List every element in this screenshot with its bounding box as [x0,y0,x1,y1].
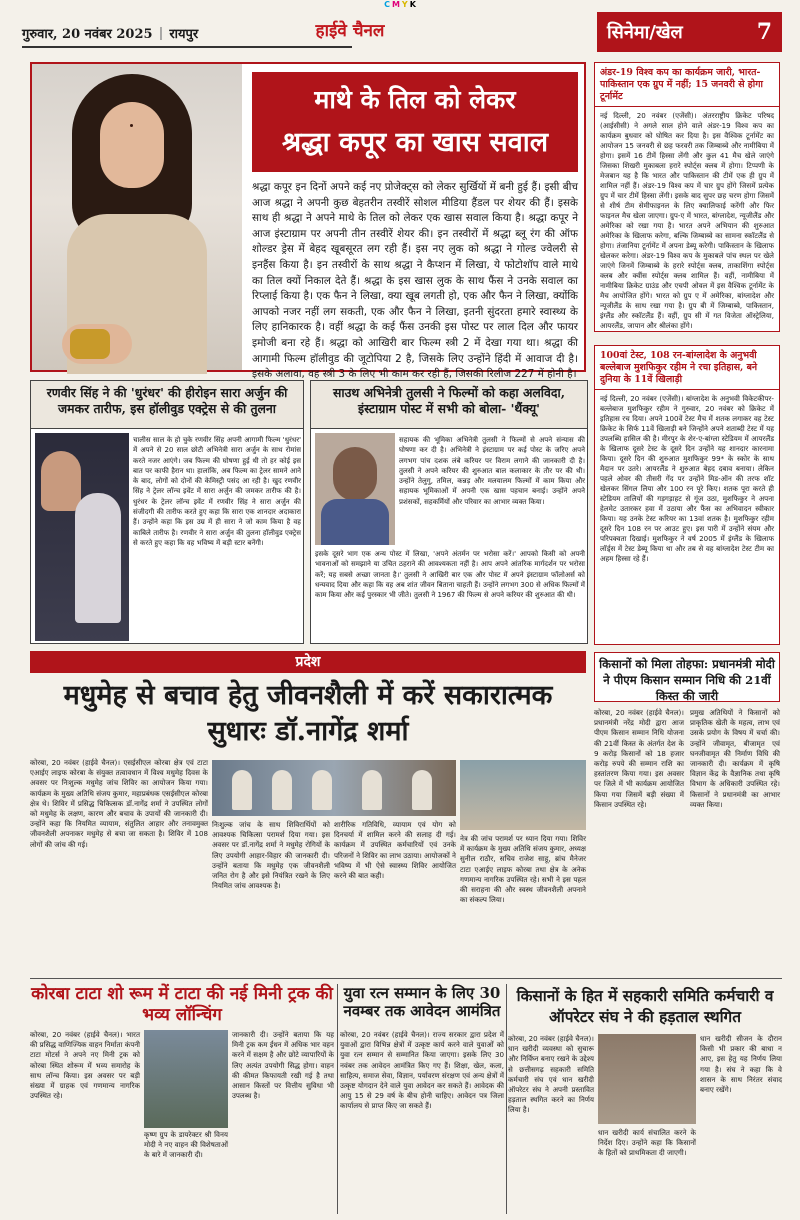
mushfiqur-headline: 100वां टेस्ट, 108 रन-बांग्लादेश के अनुभवी बल्लेबाज मुशफिकुर रहीम ने रचा इतिहास, बने दुनिया के 11वें खिलाड़ी [595,346,779,390]
cmyk-c: C [384,0,390,9]
day-date: गुरुवार, 20 नवंबर 2025 [22,27,153,42]
tulsi-body-1: सहायक की भूमिका अभिनेत्री तुलसी ने फिल्मों से अपने संन्यास की घोषणा कर दी है। अभिनेत्री ने इंस्टाग्राम पर कई पोस्ट के जरिए अपने लगभग पांच दशक लंबे करियर पर विराम लगाने की जानकारी दी है। तुलसी ने अपने करियर की शुरुआत बाल कलाकार के तौर पर की थी। उन्होंने तेलुगु, तमिल, कन्नड़ और मलयालम फिल्मों में काम किया और सहायक भूमिकाओं में अपनी एक खास पहचान बनाई। उन्होंने अपने प्रशंसकों, सहकर्मियों और परिवार का आभार व्यक्त किया। [399,436,585,506]
photo-person [412,770,432,810]
divider [30,978,782,979]
diabetes-col-2: निःशुल्क जांच के साथ शिविरार्थियों को आवश्यक चिकित्सा परामर्श दिया गया। इस अवसर पर डॉ.नागेंद्र शर्मा ने मधुमेह रोगियों के लिए उपयोगी आहार-विहार की जानकारी दी। उन्होंने बताया कि मधुमेह एक जीवनशैली जनित रोग है और इसे नियंत्रित रखने के लिए नियमित जांच आवश्यक है। [212,820,330,891]
tata-col-3: जानकारी दी। उन्होंने बताया कि यह मिनी ट्रक कम ईंधन में अधिक भार वहन करने में सक्षम है और छोटे व्यापारियों के लिए अत्यंत उपयोगी सिद्ध होगा। वाहन की कीमत किफायती रखी गई है तथा आसान किस्तों पर वित्तीय सुविधा भी उपलब्ध है। [232,1030,334,1101]
photo-person [232,770,252,810]
diabetes-headline: मधुमेह से बचाव हेतु जीवनशैली में करें सकारात्मक सुधारः डॉ.नागेंद्र शर्मा [63,680,553,747]
tulsi-headline: साउथ अभिनेत्री तुलसी ने फिल्मों को कहा अलविदा, इंस्टाग्राम पोस्ट में सभी को बोला- 'थैंक्यू' [311,381,587,429]
strike-col-2: धान खरीदी कार्य संचालित करने के निर्देश दिए। उन्होंने कहा कि किसानों के हितों को प्राथमिकता दी जाएगी। [598,1128,696,1158]
youth-headline: युवा रत्न सम्मान के लिए 30 नवम्बर तक आवेदन आमंत्रित [343,984,501,1020]
diabetes-col-1: कोरबा, 20 नवंबर (हाईवे चैनल)। एसईसीएल कोरबा क्षेत्र एवं टाटा एआईए लाइफ कोरबा के संयुक्त तत्वावधान में विश्व मधुमेह दिवस के अवसर पर निःशुल्क मधुमेह जांच शिविर का आयोजन किया गया। कार्यक्रम के मुख्य अतिथि संजय कुमार, महाप्रबंधक एसईसीएल कोरबा क्षेत्र थे। शिविर में प्रसिद्ध चिकित्सक डॉ.नागेंद्र शर्मा ने उपस्थित लोगों को मधुमेह के लक्षण, कारण और बचाव के उपायों की जानकारी दी। उन्होंने कहा कि नियमित व्यायाम, संतुलित आहार और तनावमुक्त जीवनशैली अपनाकर मधुमेह से बचा जा सकता है। शिविर में 108 लोगों की जांच की गई। [30,758,208,849]
lead-headline-line1: माथे के तिल को लेकर [314,85,516,114]
divider: | [158,25,164,41]
photo-person-2 [75,493,121,623]
u19-headline: अंडर-19 विश्व कप का कार्यक्रम जारी, भारत-पाकिस्तान एक ग्रुप में नहीं; 15 जनवरी से होगा टूर्नामेंट [595,63,779,107]
photo-person [272,770,292,810]
section-banner [597,12,782,52]
section-name: सिनेमा/खेल [607,22,683,43]
kisan-col-2: प्रमुख अतिथियों ने किसानों को प्राकृतिक खेती के महत्व, लाभ एवं उसके प्रयोग के विषय में चर्चा की। उन्होंने जीवामृत, बीजामृत एवं घनजीवामृत की निर्माण विधि की जानकारी दी। कार्यक्रम में कृषि विज्ञान केंद्र के वैज्ञानिक तथा कृषि विभाग के अधिकारी उपस्थित रहे। किसानों ने प्रधानमंत्री का आभार व्यक्त किया। [690,708,780,809]
tulsi-story [310,380,588,644]
page-header [22,12,782,54]
u19-story [594,62,780,332]
kisan-headline: किसानों को मिला तोहफा: प्रधानमंत्री मोदी ने पीएम किसान सम्मान निधि की 21वीं किस्त की जारी [594,652,780,702]
mushfiqur-story [594,345,780,645]
photo-face [100,102,164,188]
lead-photo [32,64,242,370]
kisan-col-1: कोरबा, 20 नवंबर (हाईवे चैनल)। प्रधानमंत्री नरेंद्र मोदी द्वारा आज पीएम किसान सम्मान निधि योजना की 21वीं किस्त के अंतर्गत देश के 9 करोड़ किसानों को 18 हजार करोड़ रुपये की सम्मान राशि का हस्तांतरण किया गया। इस अवसर पर जिले में भी कार्यक्रम आयोजित किया गया जिसमें बड़ी संख्या में किसान उपस्थित रहे। [594,708,684,809]
tulsi-photo [315,433,395,545]
diabetes-col-3: शारीरिक गतिविधि, व्यायाम एवं योग को दिनचर्या में शामिल करने की सलाह दी गई। कार्यक्रम में उपस्थित कर्मचारियों एवं उनके परिजनों ने शिविर का लाभ उठाया। आयोजकों ने भविष्य में भी ऐसे स्वास्थ्य शिविर आयोजित करने की बात कही। [334,820,456,881]
divider [337,984,338,1214]
diabetes-photo-1 [212,760,456,816]
strike-col-3: धान खरीदी सीजन के दौरान किसी भी प्रकार की बाधा न आए, इस हेतु यह निर्णय लिया गया है। संघ ने कहा कि वे शासन के साथ निरंतर संवाद बनाए रखेंगे। [700,1034,782,1095]
tata-col-2: कृष्ण ग्रुप के डायरेक्टर श्री विनय मोदी ने नए वाहन की विशेषताओं के बारे में जानकारी दी। [144,1130,228,1160]
lead-body: श्रद्धा कपूर इन दिनों अपने कई नए प्रोजेक्ट्स को लेकर सुर्खियों में बनी हुई हैं। इसी बीच आज श्रद्धा ने अपनी कुछ बेहतरीन तस्वीरें सोशल मीडिया हैंडल पर शेयर की हैं। इसके साथ ही श्रद्धा ने अपने माथे के तिल को लेकर एक खास सवाल किया है। श्रद्धा कपूर ने आज इंस्टाग्राम पर अपनी तीन तस्वीरें शेयर की। इन तस्वीरों में श्रद्धा ब्लू रंग की ऑफ शोल्डर ड्रेस में बेहद खूबसूरत लग रही हैं। इस नए लुक को श्रद्धा ने गोल्ड ज्वेलरी से इनहैंस किया है। इन तस्वीरों के साथ श्रद्धा ने कैप्शन में लिखा, ये फोटोशॉप वाले माथे का तिल क्यों निकाल देते हैं। श्रद्धा के इस खास लुक के साथ फैंस ने उनके सवाल का रिप्लाई किया है। एक फैन ने लिखा, क्या खूब लगती हो, एक और फैन ने लिखा, क्योंकि आपको नजर नहीं लग सकती, एक और फैन ने लिखा, इतनी सुंदरता हमारे स्वास्थ्य के लिए हानिकारक है। वहीं श्रद्धा के कई फैंस उनकी इस पोस्ट पर लाल दिल और फायर इमोजी बना रहे हैं। श्रद्धा को आखिरी बार फिल्म स्त्री 2 में देखा गया था। श्रद्धा की आगामी फिल्म हॉलीवुड की जूटोपिया 2 है, जिसके लिए उन्होंने हिंदी में आवाज दी है। इसके अलावा, वह स्त्री 3 के लिए भी काम कर रही हैं, जिसकी रिलीज 227 में होनी है। [252,181,578,381]
tulsi-body-2: इसके दूसरे भाग एक अन्य पोस्ट में लिखा, 'अपने अंतर्मन पर भरोसा करें।' आपको किसी को अपनी भावनाओं को समझाने या उचित ठहराने की आवश्यकता नहीं है। आप अपने आंतरिक मार्गदर्शन पर भरोसा करें; यह सबसे अच्छा जानता है।' तुलसी ने आखिरी बार एक और पोस्ट में अपने इंस्टाग्राम फॉलोअर्स को धन्यवाद दिया और कहा कि वह अब शांत जीवन बिताना चाहती हैं। उन्होंने लगभग 300 से अधिक फिल्मों में काम किया और कई पुरस्कार भी जीते। तुलसी ने 1967 की फिल्म से अपने करियर की शुरुआत की थी। [315,550,585,600]
cmyk-strip [370,0,430,9]
lead-story [30,62,586,381]
tata-photo [144,1030,228,1128]
photo-person [362,770,382,810]
photo-mole [130,124,133,127]
mushfiqur-body: नई दिल्ली, 20 नवंबर (एजेंसी)। बांग्लादेश के अनुभवी विकेटकीपर-बल्लेबाज मुशफिकुर रहीम ने गुरुवार, 20 नवंबर को क्रिकेट में इतिहास रच दिया। अपने 100वें टेस्ट मैच में शतक लगाकर वह टेस्ट क्रिकेट के सिर्फ 11वें खिलाड़ी बने जिन्होंने अपने शताब्दी टेस्ट में यह उपलब्धि हासिल की है। मीरपुर के शेर-ए-बांग्ला स्टेडियम में आयरलैंड के खिलाफ दूसरे टेस्ट के दूसरे दिन उन्होंने यह शानदार कारनामा किया। दूसरे दिन की शुरुआत मुशफिकुर 99* के स्कोर के साथ मैदान पर उतरे। आयरलैंड ने शुरुआत बेहद दबाव बनाया। लेकिन पहले ओवर की तीसरी गेंद पर उन्होंने मिड-ऑन की तरफ शॉट खेलकर सिंगल लिया और 100 रन पूरे किए। शतक पूरा करते ही स्टेडियम तालियों की गड़गड़ाहट से गूंज उठा, मुशफिकुर ने अपना हेलमेट उतारकर हवा में उठाया और फैंस का अभिवादन स्वीकार किया। यह उनके टेस्ट करियर का 13वां शतक है। मुशफिकुर रहीम दूसरे दिन 108 रन पर आउट हुए। इस पारी में उन्होंने संयम और परिपक्वता दिखाई। मुशफिकुर ने वर्ष 2005 में इंग्लैंड के खिलाफ लॉर्ड्स में टेस्ट डेब्यू किया था और तब से वह बांग्लादेश टेस्ट टीम का अहम हिस्सा रहे हैं। [600,394,774,563]
photo-person-1 [41,451,81,511]
tata-col-1: कोरबा, 20 नवंबर (हाईवे चैनल)। भारत की प्रसिद्ध वाणिज्यिक वाहन निर्माता कंपनी टाटा मोटर्स ने अपने नए मिनी ट्रक को कोरबा स्थित शोरूम में भव्य समारोह के साथ लॉन्च किया। इस अवसर पर बड़ी संख्या में ग्राहक एवं गणमान्य नागरिक उपस्थित रहे। [30,1030,140,1101]
tata-headline: कोरबा टाटा शो रूम में टाटा की नई मिनी ट्रक की भव्य लॉन्चिंग [31,984,333,1025]
strike-col-1: कोरबा, 20 नवंबर (हाईवे चैनल)। धान खरीदी व्यवस्था को सुचारू और निर्विघ्न बनाए रखने के उद्देश्य से छत्तीसगढ़ सहकारी समिति कर्मचारी संघ एवं धान खरीदी ऑपरेटर संघ ने अपनी प्रस्तावित हड़ताल स्थगित करने का निर्णय लिया है। [508,1034,594,1115]
photo-face [333,447,377,501]
ranveer-photo [35,433,129,641]
ranveer-story [30,380,304,644]
lead-headline-line2: श्रद्धा कपूर का खास सवाल [281,127,549,158]
cmyk-y: Y [401,0,408,9]
divider [506,984,507,1214]
ranveer-body: चालीस साल के हो चुके रणवीर सिंह अपनी आगामी फिल्म 'धुरंधर' में अपने से 20 साल छोटी अभिनेत्री सारा अर्जुन के साथ रोमांस करते नजर आएंगे। जब फिल्म की घोषणा हुई थी तो हर कोई इस बात पर काफी हैरान था। हालांकि, अब फिल्म का ट्रेलर सामने आने के बाद, लोगों को दोनों की केमिस्ट्री पसंद आ रही है। खुद रणवीर सिंह ने ट्रेलर लॉन्च इवेंट में सारा अर्जुन की जमकर तारीफ की है। धुरंधर के ट्रेलर लॉन्च इवेंट में रणवीर सिंह ने सारा अर्जुन की संजीदगी की तारीफ करते हुए कहा कि सारा एक शानदार अदाकारा हैं। उन्होंने कहा कि इस उम्र में ही सारा ने जो काम किया है वह काबिले तारीफ है। रणवीर ने सारा अर्जुन की तुलना हॉलीवुड एक्ट्रेस से करते हुए कहा कि वह भविष्य में बड़ी स्टार बनेंगी। [133,436,301,547]
section-bar: प्रदेश [30,651,586,673]
diabetes-photo-2 [460,760,586,830]
youth-body: कोरबा, 20 नवंबर (हाईवे चैनल)। राज्य सरकार द्वारा प्रदेश में युवाओं द्वारा विभिन्न क्षेत्रों में उत्कृष्ट कार्य करने वाले युवाओं को युवा रत्न सम्मान से सम्मानित किया जाएगा। इसके लिए 30 नवंबर तक आवेदन आमंत्रित किए गए हैं। शिक्षा, खेल, कला, साहित्य, समाज सेवा, विज्ञान, पर्यावरण संरक्षण एवं अन्य क्षेत्रों में उत्कृष्ट योगदान देने वाले युवा आवेदन कर सकते हैं। आवेदक की आयु 15 से 29 वर्ष के बीच होनी चाहिए। आवेदन पत्र जिला कार्यालय से प्राप्त किए जा सकते हैं। [340,1030,504,1111]
page-number: 7 [756,19,772,45]
strike-photo [598,1034,696,1124]
u19-body: नई दिल्ली, 20 नवंबर (एजेंसी)। अंतरराष्ट्रीय क्रिकेट परिषद (आईसीसी) ने अगले साल होने वाले अंडर-19 विश्व कप का कार्यक्रम बुधवार को घोषित कर दिया है। इस वैश्विक टूर्नामेंट का आयोजन 15 जनवरी से छह फरवरी तक जिम्बाब्वे और नामीबिया में होगा। इसमें 16 टीमें हिस्सा लेंगी और कुल 41 मैच खेले जाएंगे जिसका शिखरी मुकाबला हरारे स्पोर्ट्स क्लब में होगा। टिप्पणी के मेजबान यह है कि भारत और पाकिस्तान की टीमें एक ही ग्रुप में शामिल नहीं हैं। अंडर-19 विश्व कप में चार ग्रुप होंगे जिसमें प्रत्येक ग्रुप में चार टीमें हिस्सा लेंगी। इसके बाद सुपर छह चरण होगा जिसमें से शीर्ष टीम सेमीफाइनल के लिए क्वालिफाई करेंगी और फिर फाइनल मैच खेला जाएगा। ग्रुप-ए में भारत, बांग्लादेश, न्यूजीलैंड और अमेरिका को रखा गया है। भारत अपने अभियान की शुरुआत अमेरिका के खिलाफ करेगा, बल्कि जिम्बाब्वे का सामना स्कॉटलैंड से होगा। तंजानिया टूर्नामेंट में अपना डेब्यू करेगी। पाकिस्तान के खिलाफ खेलकर करेगा। अंडर-19 विश्व कप के मुकाबले पांच स्थल पर खेले जाएंगे जिनमें जिम्बाब्वे के हरारे स्पोर्ट्स क्लब, ताकाशिंगा स्पोर्ट्स क्लब और क्वींस स्पोर्ट्स क्लब शामिल हैं। वहीं, नामीबिया में नामीबिया क्रिकेट ग्राउंड और एचपी ओवल में इस वैश्विक टूर्नामेंट के मैच आयोजित होंगे। भारत को ग्रुप ए में अमेरिका, बांग्लादेश और न्यूजीलैंड के साथ रखा गया है। ग्रुप बी में जिम्बाब्वे, पाकिस्तान, इंग्लैंड और स्कॉटलैंड हैं। वहीं, ग्रुप सी में गत विजेता ऑस्ट्रेलिया, आयरलैंड, जापान और श्रीलंका होंगे। [600,111,774,330]
photo-body [321,499,389,545]
photo-bangles [70,329,110,359]
diabetes-col-4: नेत्र की जांच परामर्श पर ध्यान दिया गया। शिविर में कार्यक्रम के मुख्य अतिथि संजय कुमार, अध्यक्ष सुनील राठौर, सचिव राजेश साहू, ब्रांच मैनेजर टाटा एआईए लाइफ कोरबा तथा क्षेत्र के अनेक गणमान्य नागरिक उपस्थित रहे। सभी ने इस पहल की सराहना की और स्वस्थ जीवनशैली अपनाने का संकल्प लिया। [460,834,586,905]
cmyk-m: M [391,0,400,9]
lead-headline [252,72,578,172]
city-name: रायपुर [169,27,199,42]
masthead: हाईवे चैनल [315,21,385,41]
cmyk-k: K [409,0,416,9]
ranveer-headline: रणवीर सिंह ने की 'धुरंधर' की हीरोइन सारा अर्जुन की जमकर तारीफ, इस हॉलीवुड एक्ट्रेस से की तुलना [31,381,303,429]
photo-person [312,770,332,810]
strike-headline: किसानों के हित में सहकारी समिति कर्मचारी व ऑपरेटर संघ ने की हड़ताल स्थगित [516,987,774,1026]
